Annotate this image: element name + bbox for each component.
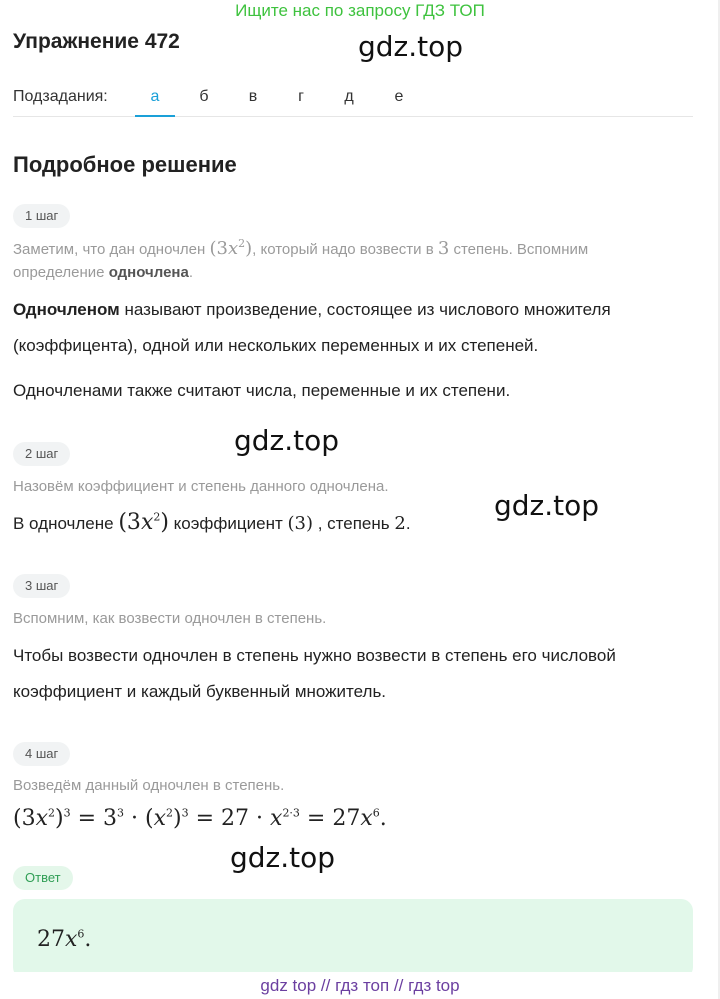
subtasks-label: Подзадания: — [13, 88, 108, 105]
math-number: 3 — [437, 238, 450, 259]
step-text-part: коэффициент — [168, 514, 288, 533]
definition-line1 — [13, 300, 611, 320]
step-hint: Возведём данный одночлен в степень. — [13, 777, 285, 794]
tab-v[interactable]: в — [248, 88, 258, 105]
hint-text: степень. Вспомним — [449, 241, 589, 258]
watermark: gdz.top — [358, 30, 464, 63]
hint-text: Заметим, что дан одночлен — [13, 241, 210, 258]
step-text-part: В одночлене — [13, 514, 119, 533]
step-text-part: , степень — [313, 514, 395, 533]
definition-line2: (коэффицента), одной или нескольких переменных и их степеней. — [13, 336, 539, 355]
step-chip: 1 шаг — [13, 204, 70, 228]
step-text-part: . — [405, 514, 411, 533]
hint-text: определение — [13, 264, 109, 281]
math-computation: $(3x^2)^3 = 3^3 \cdot (x^2)^3 = 27 \cdot x^{2\cdot 3} = 27x^6$. — [13, 806, 387, 831]
step-hint-line2 — [13, 264, 193, 281]
math-monomial: $(3x^2)$ — [118, 510, 169, 535]
rule-line2: коэффициент и каждый буквенный множитель. — [13, 682, 387, 701]
page-title: Упражнение 472 — [13, 30, 180, 53]
watermark: gdz.top — [230, 841, 336, 874]
subtasks-bar — [13, 84, 693, 117]
step-chip: 4 шаг — [13, 742, 70, 766]
definition-term: Одночленом — [13, 300, 120, 319]
hint-bold: одночлена — [108, 264, 189, 281]
step-chip: 2 шаг — [13, 442, 70, 466]
tab-a[interactable]: а — [135, 88, 175, 106]
hint-text: , который надо возвести в — [252, 241, 438, 258]
footer-links[interactable]: gdz top // гдз топ // гдз top — [0, 972, 720, 999]
step-text — [13, 510, 411, 535]
math-coefficient: (3) — [287, 513, 313, 534]
promo-banner[interactable]: Ищите нас по запросу ГДЗ ТОП — [235, 1, 485, 20]
hint-text: . — [188, 264, 193, 281]
definition-text: называют произведение, состоящее из числового множителя — [119, 300, 611, 319]
tab-g[interactable]: г — [298, 88, 304, 105]
math-monomial: $(3x^2)$ — [209, 237, 253, 259]
step-chip: 3 шаг — [13, 574, 70, 598]
rule-line1: Чтобы возвести одночлен в степень нужно возвести в степень его числовой — [13, 646, 616, 665]
tab-b[interactable]: б — [199, 88, 209, 105]
answer-value: $27x^6$. — [37, 927, 92, 952]
tab-e[interactable]: е — [394, 88, 404, 105]
tab-d[interactable]: д — [344, 88, 354, 105]
watermark: gdz.top — [494, 489, 600, 522]
solution-heading: Подробное решение — [13, 152, 237, 177]
definition-note: Одночленами также считают числа, переменные и их степени. — [13, 381, 511, 400]
step-hint — [13, 237, 588, 259]
answer-chip: Ответ — [13, 866, 73, 890]
step-hint: Вспомним, как возвести одночлен в степень. — [13, 610, 327, 627]
math-degree: 2 — [394, 513, 406, 534]
step-hint: Назовём коэффициент и степень данного одночлена. — [13, 478, 389, 495]
watermark: gdz.top — [234, 424, 340, 457]
answer-box — [13, 899, 693, 979]
